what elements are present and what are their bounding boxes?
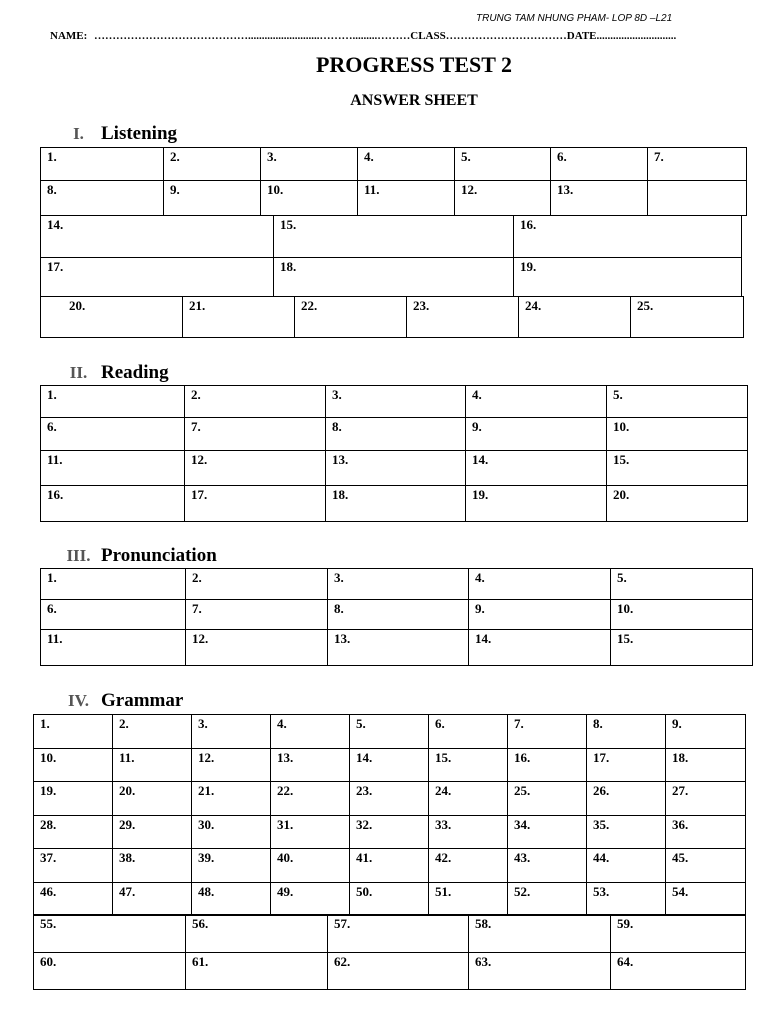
answer-cell[interactable]: 41. [350, 849, 429, 883]
answer-cell[interactable]: 34. [508, 815, 587, 849]
answer-cell[interactable]: 1. [41, 148, 164, 181]
answer-cell[interactable]: 49. [271, 882, 350, 916]
answer-cell[interactable]: 51. [429, 882, 508, 916]
reading-table [40, 385, 748, 522]
answer-cell[interactable]: 17. [185, 486, 326, 522]
answer-cell[interactable]: 19. [514, 258, 742, 297]
section-heading-reading [56, 362, 169, 384]
answer-cell[interactable]: 63. [469, 953, 611, 990]
table-row [34, 748, 746, 782]
listening-table-b [40, 215, 742, 297]
answer-cell[interactable]: 35. [587, 815, 666, 849]
answer-cell[interactable]: 2. [164, 148, 261, 181]
answer-cell[interactable]: 61. [186, 953, 328, 990]
listening-table-a [40, 147, 747, 216]
answer-cell[interactable]: 7. [508, 715, 587, 749]
date-label: DATE [566, 30, 597, 42]
pronunciation-table [40, 568, 753, 666]
answer-cell[interactable]: 26. [587, 782, 666, 816]
answer-cell[interactable]: 13. [328, 630, 469, 666]
empty-cell [648, 181, 747, 216]
answer-cell[interactable]: 4. [469, 569, 611, 600]
answer-cell[interactable]: 13. [551, 181, 648, 216]
answer-cell[interactable]: 24. [429, 782, 508, 816]
answer-cell[interactable]: 23. [350, 782, 429, 816]
section-title: Reading [101, 362, 169, 383]
answer-cell[interactable]: 37. [34, 849, 113, 883]
answer-cell[interactable]: 55. [34, 915, 186, 953]
answer-cell[interactable]: 11. [41, 630, 186, 666]
answer-cell[interactable]: 8. [326, 418, 466, 451]
listening-table-c [40, 296, 744, 338]
answer-cell[interactable]: 2. [113, 715, 192, 749]
answer-cell[interactable]: 15. [607, 451, 748, 486]
table-row [34, 915, 746, 953]
answer-cell[interactable]: 10. [607, 418, 748, 451]
answer-cell[interactable]: 31. [271, 815, 350, 849]
section-title: Listening [101, 123, 178, 144]
answer-cell[interactable]: 12. [186, 630, 328, 666]
answer-cell[interactable]: 5. [611, 569, 753, 600]
answer-cell[interactable]: 22. [295, 297, 407, 338]
answer-cell[interactable]: 1. [34, 715, 113, 749]
table-row [34, 815, 746, 849]
answer-cell[interactable]: 9. [666, 715, 746, 749]
answer-cell[interactable]: 12. [185, 451, 326, 486]
section-numeral: I. [73, 124, 84, 143]
answer-cell[interactable]: 3. [328, 569, 469, 600]
answer-cell[interactable]: 16. [508, 748, 587, 782]
answer-cell[interactable]: 17. [587, 748, 666, 782]
answer-cell[interactable]: 8. [587, 715, 666, 749]
answer-cell[interactable]: 5. [455, 148, 551, 181]
date-field[interactable]: ............................. [596, 30, 677, 42]
answer-cell[interactable]: 62. [328, 953, 469, 990]
table-row [34, 782, 746, 816]
answer-cell[interactable]: 22. [271, 782, 350, 816]
answer-cell[interactable]: 3. [192, 715, 271, 749]
answer-cell[interactable]: 21. [183, 297, 295, 338]
answer-cell[interactable]: 32. [350, 815, 429, 849]
table-row [34, 953, 746, 990]
answer-cell[interactable]: 2. [185, 386, 326, 418]
answer-cell[interactable]: 12. [455, 181, 551, 216]
answer-cell[interactable]: 4. [271, 715, 350, 749]
answer-cell[interactable]: 7. [185, 418, 326, 451]
student-info-line [50, 30, 760, 42]
answer-cell[interactable]: 6. [551, 148, 648, 181]
table-row [34, 849, 746, 883]
answer-cell[interactable]: 6. [429, 715, 508, 749]
table-row [34, 882, 746, 916]
section-heading-grammar [56, 690, 183, 712]
answer-cell[interactable]: 11. [358, 181, 455, 216]
answer-cell[interactable]: 7. [648, 148, 747, 181]
answer-cell[interactable]: 1. [41, 386, 185, 418]
answer-cell[interactable]: 36. [666, 815, 746, 849]
answer-cell[interactable]: 25. [631, 297, 744, 338]
answer-cell[interactable]: 14. [41, 216, 274, 258]
section-numeral: III. [66, 546, 91, 565]
answer-cell[interactable]: 9. [164, 181, 261, 216]
answer-cell[interactable]: 50. [350, 882, 429, 916]
answer-cell[interactable]: 33. [429, 815, 508, 849]
answer-cell[interactable]: 14. [469, 630, 611, 666]
answer-cell[interactable]: 39. [192, 849, 271, 883]
answer-cell[interactable]: 47. [113, 882, 192, 916]
answer-cell[interactable]: 16. [41, 486, 185, 522]
page-subtitle: ANSWER SHEET [350, 92, 478, 109]
answer-cell[interactable]: 13. [326, 451, 466, 486]
answer-cell[interactable]: 58. [469, 915, 611, 953]
answer-cell[interactable]: 18. [326, 486, 466, 522]
answer-cell[interactable]: 12. [192, 748, 271, 782]
answer-cell[interactable]: 48. [192, 882, 271, 916]
answer-cell[interactable]: 27. [666, 782, 746, 816]
answer-cell[interactable]: 5. [607, 386, 748, 418]
page-title: PROGRESS TEST 2 [315, 52, 513, 77]
answer-cell[interactable]: 52. [508, 882, 587, 916]
answer-cell[interactable]: 25. [508, 782, 587, 816]
answer-cell[interactable]: 46. [34, 882, 113, 916]
answer-cell[interactable]: 18. [666, 748, 746, 782]
answer-cell[interactable]: 10. [34, 748, 113, 782]
answer-cell[interactable]: 24. [519, 297, 631, 338]
section-numeral: II. [69, 363, 88, 382]
answer-cell[interactable]: 53. [587, 882, 666, 916]
answer-cell[interactable]: 4. [466, 386, 607, 418]
section-heading-listening [56, 123, 177, 145]
answer-cell[interactable]: 17. [41, 258, 274, 297]
answer-cell[interactable]: 10. [261, 181, 358, 216]
answer-cell[interactable]: 15. [274, 216, 514, 258]
answer-cell[interactable]: 23. [407, 297, 519, 338]
answer-cell[interactable]: 4. [358, 148, 455, 181]
answer-cell[interactable]: 11. [41, 451, 185, 486]
answer-cell[interactable]: 14. [466, 451, 607, 486]
answer-cell[interactable]: 19. [34, 782, 113, 816]
answer-cell[interactable]: 45. [666, 849, 746, 883]
answer-cell[interactable]: 64. [611, 953, 746, 990]
answer-cell[interactable]: 18. [274, 258, 514, 297]
answer-cell[interactable]: 8. [41, 181, 164, 216]
section-numeral: IV. [68, 691, 89, 710]
answer-cell[interactable]: 15. [611, 630, 753, 666]
answer-cell[interactable]: 29. [113, 815, 192, 849]
table-row [34, 715, 746, 749]
answer-cell[interactable]: 20. [113, 782, 192, 816]
section-title: Grammar [101, 690, 184, 711]
answer-cell[interactable]: 15. [429, 748, 508, 782]
answer-cell[interactable]: 57. [328, 915, 469, 953]
answer-cell[interactable]: 21. [192, 782, 271, 816]
section-heading-pronunciation [56, 545, 217, 567]
name-field[interactable]: ……………………………………..........................……….........……… [94, 30, 411, 42]
answer-cell[interactable]: 9. [469, 600, 611, 630]
center-info: TRUNG TAM NHUNG PHAM- LOP 8D –L21 [476, 13, 673, 24]
answer-cell[interactable]: 6. [41, 418, 185, 451]
name-label: NAME: [50, 30, 88, 42]
answer-cell[interactable]: 20. [607, 486, 748, 522]
answer-cell[interactable]: 19. [466, 486, 607, 522]
answer-cell[interactable]: 44. [587, 849, 666, 883]
answer-cell[interactable]: 42. [429, 849, 508, 883]
answer-cell[interactable]: 8. [328, 600, 469, 630]
answer-cell[interactable]: 28. [34, 815, 113, 849]
answer-cell[interactable]: 40. [271, 849, 350, 883]
answer-cell[interactable]: 6. [41, 600, 186, 630]
answer-cell[interactable]: 56. [186, 915, 328, 953]
answer-cell[interactable]: 3. [326, 386, 466, 418]
answer-cell[interactable]: 1. [41, 569, 186, 600]
answer-cell[interactable]: 30. [192, 815, 271, 849]
answer-cell[interactable]: 38. [113, 849, 192, 883]
answer-cell[interactable]: 5. [350, 715, 429, 749]
answer-cell[interactable]: 10. [611, 600, 753, 630]
grammar-table-a [33, 714, 746, 916]
answer-cell[interactable]: 60. [34, 953, 186, 990]
grammar-table-b [33, 914, 746, 990]
answer-cell[interactable]: 13. [271, 748, 350, 782]
class-field[interactable]: …………………………… [445, 30, 567, 42]
class-label: CLASS [410, 30, 446, 42]
answer-cell[interactable]: 59. [611, 915, 746, 953]
section-title: Pronunciation [101, 545, 217, 566]
answer-cell[interactable]: 3. [261, 148, 358, 181]
answer-cell[interactable]: 14. [350, 748, 429, 782]
answer-cell[interactable]: 9. [466, 418, 607, 451]
answer-cell[interactable]: 2. [186, 569, 328, 600]
answer-cell[interactable]: 7. [186, 600, 328, 630]
answer-cell[interactable]: 16. [514, 216, 742, 258]
answer-cell[interactable]: 11. [113, 748, 192, 782]
answer-cell[interactable]: 43. [508, 849, 587, 883]
answer-cell[interactable]: 20. [41, 297, 183, 338]
answer-cell[interactable]: 54. [666, 882, 746, 916]
